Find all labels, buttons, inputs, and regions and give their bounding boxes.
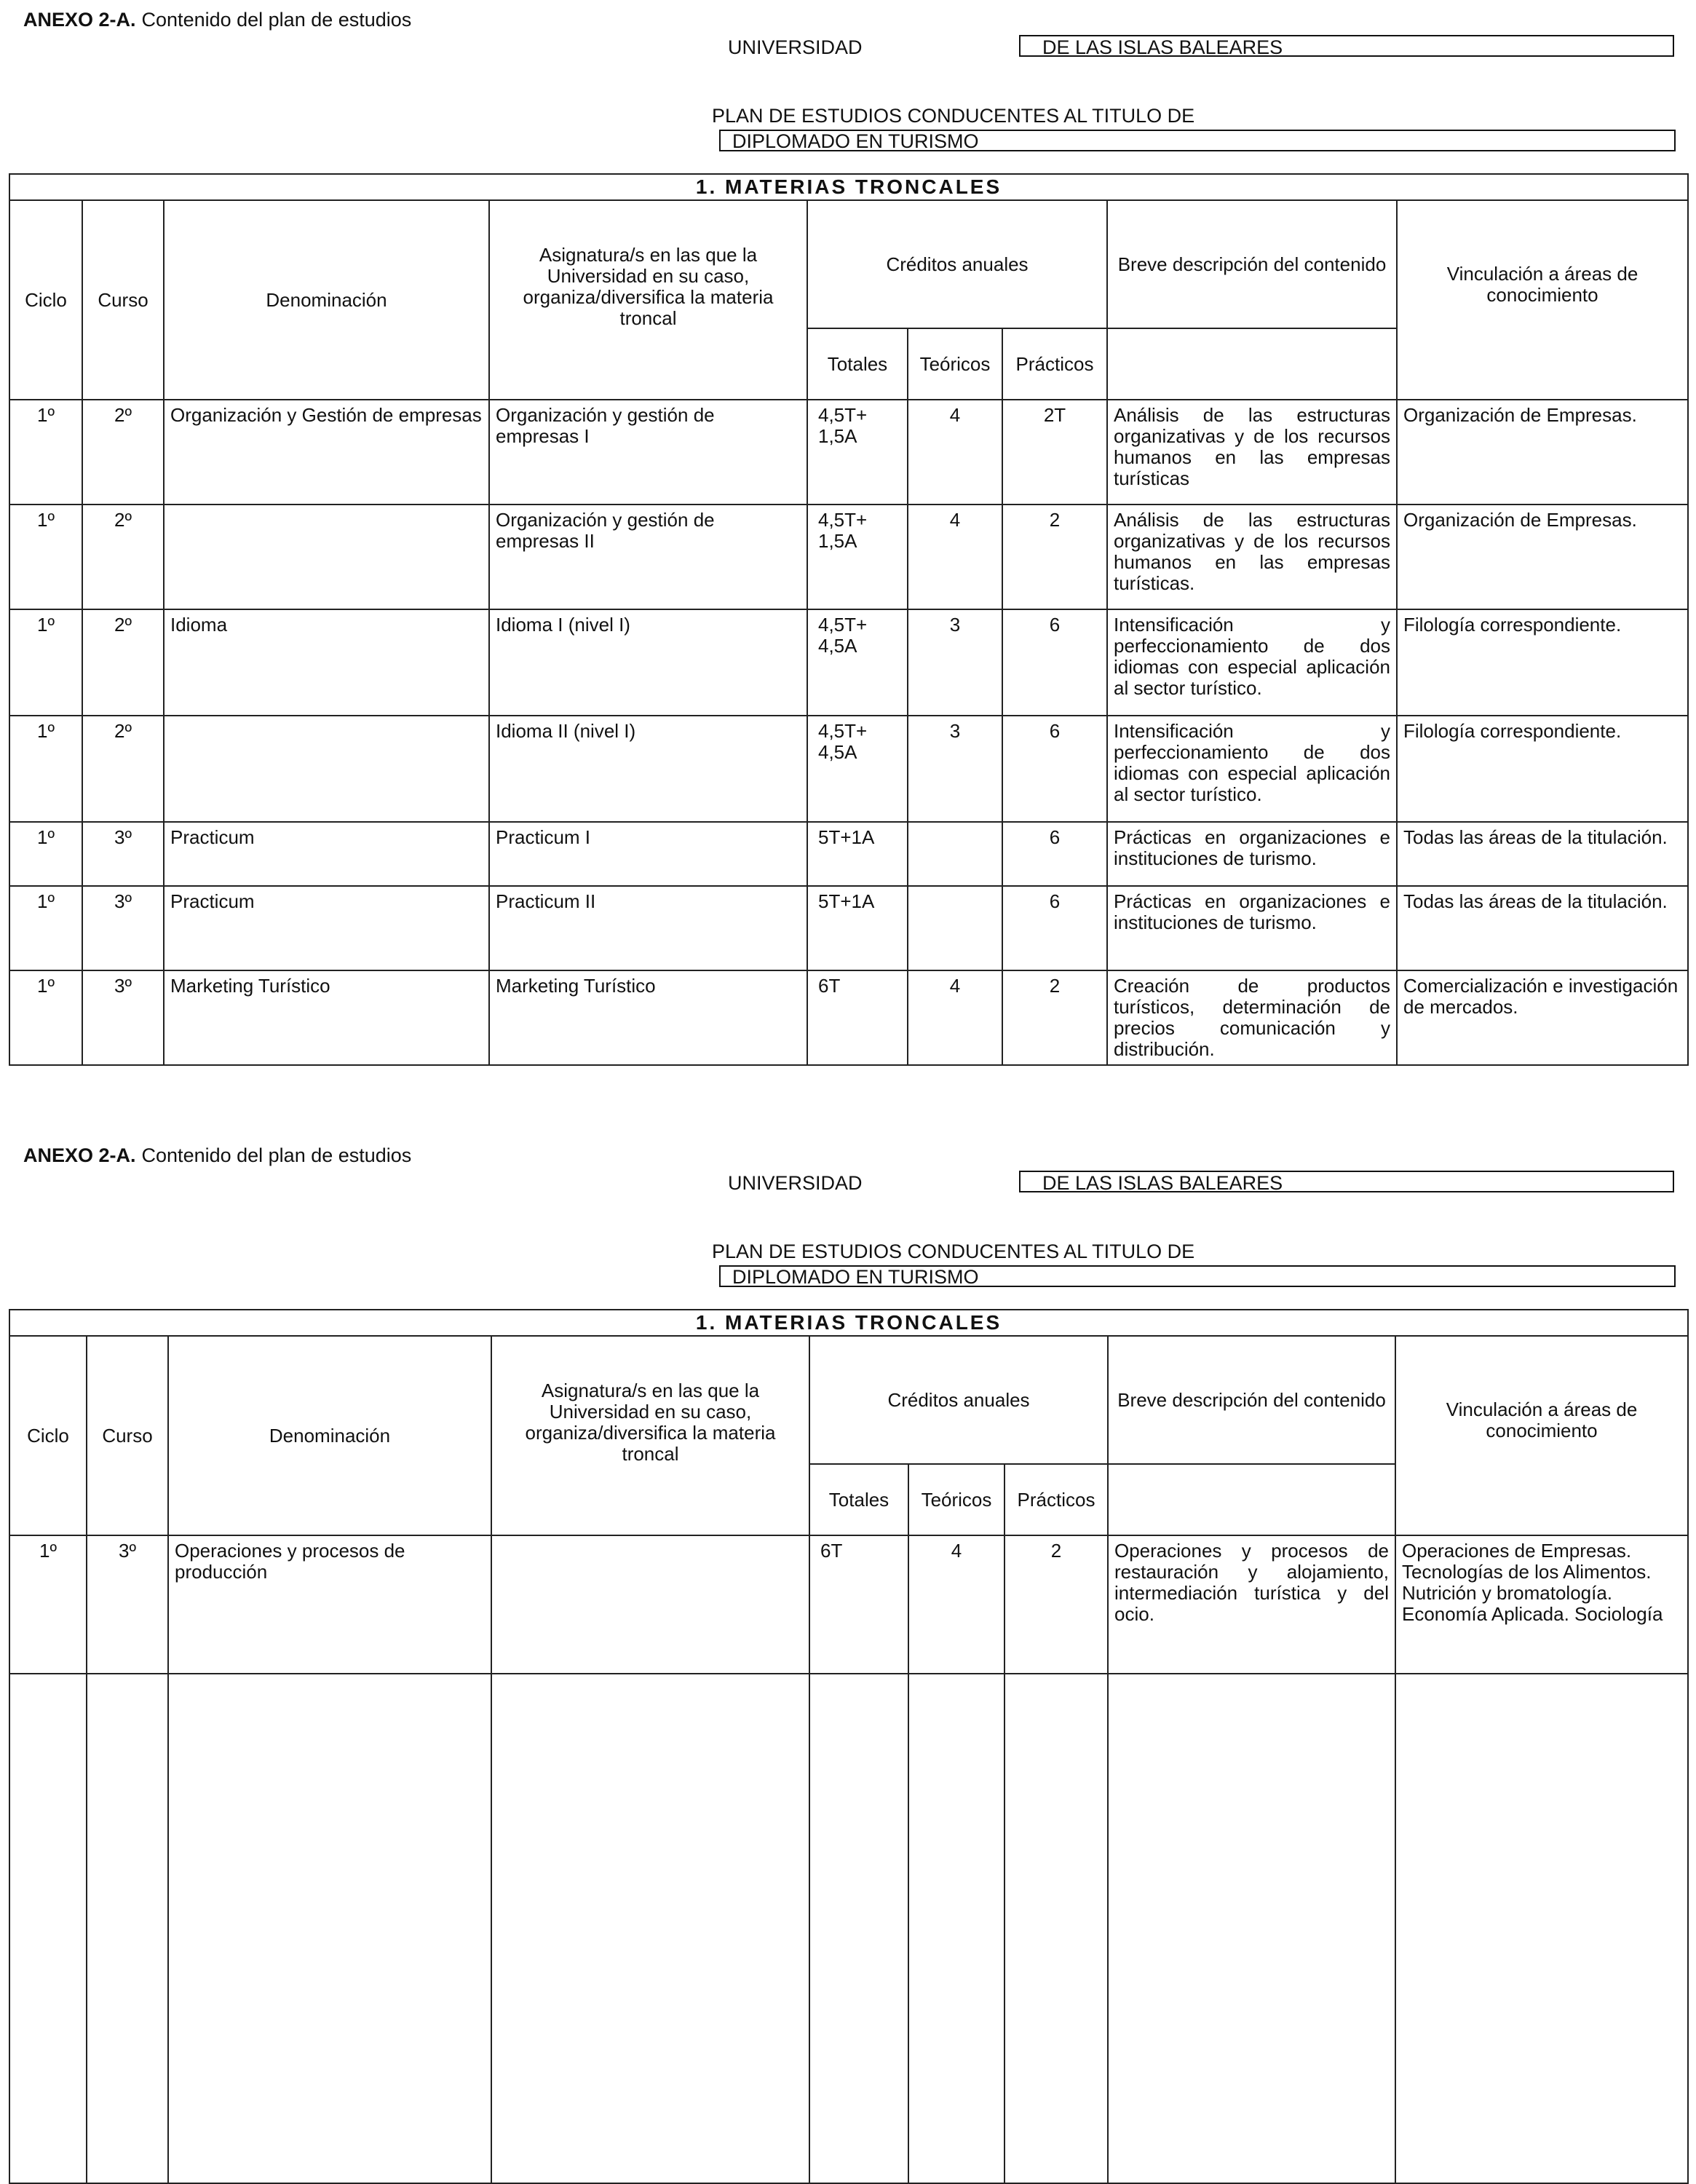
cell-practicos: 2 [1004, 1535, 1108, 1674]
cell-ciclo: 1º [9, 822, 82, 886]
col-practicos: Prácticos [1002, 328, 1107, 400]
cell-vinculacion: Todas las áreas de la titulación. [1397, 822, 1688, 886]
cell-vinculacion: Operaciones de Empresas. Tecnologías de los Alimentos. Nutrición y bromatología. Economía Aplicada. Sociología [1395, 1535, 1688, 1674]
cell-curso: 3º [82, 822, 164, 886]
cell-denominacion: Idioma [164, 609, 489, 716]
col-teoricos: Teóricos [908, 1464, 1004, 1535]
col-descripcion: Breve descripción del contenido [1107, 200, 1397, 328]
cell-practicos: 6 [1002, 886, 1107, 970]
cell-descripcion: Intensificación y perfeccionamiento de dos idiomas con especial aplicación al sector turístico. [1107, 716, 1397, 822]
cell-ciclo: 1º [9, 886, 82, 970]
anexo-heading: ANEXO 2-A. Contenido del plan de estudios [23, 1144, 412, 1166]
col-teoricos: Teóricos [908, 328, 1002, 400]
cell-asignatura: Organización y gestión de empresas II [489, 505, 807, 609]
cell-totales: 5T+1A [807, 886, 908, 970]
cell-vinculacion: Organización de Empresas. [1397, 400, 1688, 505]
plan-value: DIPLOMADO EN TURISMO [719, 1265, 1676, 1287]
cell-totales: 4,5T+ 1,5A [807, 505, 908, 609]
cell-asignatura: Practicum II [489, 886, 807, 970]
cell-vinculacion: Filología correspondiente. [1397, 716, 1688, 822]
col-creditos: Créditos anuales [809, 1336, 1108, 1464]
cell-teoricos: 3 [908, 609, 1002, 716]
cell-teoricos [908, 822, 1002, 886]
cell-descripcion: Análisis de las estructuras organizativas y de los recursos humanos en las empresas turísticas. [1107, 505, 1397, 609]
cell-ciclo: 1º [9, 970, 82, 1065]
cell-descripcion: Prácticas en organizaciones e instituciones de turismo. [1107, 886, 1397, 970]
cell-denominacion: Operaciones y procesos de producción [168, 1535, 491, 1674]
empty-row [9, 1674, 1688, 2183]
cell-practicos: 6 [1002, 609, 1107, 716]
cell-ciclo: 1º [9, 716, 82, 822]
col-ciclo: Ciclo [9, 1336, 87, 1535]
cell-vinculacion: Filología correspondiente. [1397, 609, 1688, 716]
cell-ciclo: 1º [9, 609, 82, 716]
cell-curso: 2º [82, 400, 164, 505]
cell-curso: 3º [82, 970, 164, 1065]
cell-denominacion: Organización y Gestión de empresas [164, 400, 489, 505]
col-totales: Totales [809, 1464, 908, 1535]
cell-teoricos: 4 [908, 970, 1002, 1065]
col-descripcion-sub [1108, 1464, 1395, 1535]
cell-curso: 2º [82, 609, 164, 716]
cell-asignatura: Organización y gestión de empresas I [489, 400, 807, 505]
cell-asignatura: Marketing Turístico [489, 970, 807, 1065]
cell-ciclo: 1º [9, 505, 82, 609]
table-row [9, 970, 1688, 1065]
cell-totales: 6T [809, 1535, 908, 1674]
cell-totales: 4,5T+ 1,5A [807, 400, 908, 505]
cell-asignatura: Idioma I (nivel I) [489, 609, 807, 716]
cell-teoricos: 3 [908, 716, 1002, 822]
cell-teoricos: 4 [908, 400, 1002, 505]
cell-denominacion [164, 716, 489, 822]
plan-value: DIPLOMADO EN TURISMO [719, 130, 1676, 151]
table-row [9, 716, 1688, 822]
col-asignatura: Asignatura/s en las que la Universidad en su caso, organiza/diversifica la materia troncal [491, 1336, 809, 1535]
cell-curso: 2º [82, 716, 164, 822]
col-totales: Totales [807, 328, 908, 400]
universidad-value: DE LAS ISLAS BALEARES [1019, 1171, 1674, 1192]
col-ciclo: Ciclo [9, 200, 82, 400]
cell-curso: 3º [87, 1535, 168, 1674]
col-denominacion: Denominación [168, 1336, 491, 1535]
cell-asignatura: Idioma II (nivel I) [489, 716, 807, 822]
cell-teoricos [908, 886, 1002, 970]
cell-descripcion: Intensificación y perfeccionamiento de dos idiomas con especial aplicación al sector turístico. [1107, 609, 1397, 716]
col-asignatura: Asignatura/s en las que la Universidad en su caso, organiza/diversifica la materia troncal [489, 200, 807, 400]
cell-totales: 5T+1A [807, 822, 908, 886]
cell-ciclo: 1º [9, 400, 82, 505]
cell-curso: 3º [82, 886, 164, 970]
universidad-label: UNIVERSIDAD [728, 1172, 863, 1194]
table-row [9, 822, 1688, 886]
table-row [9, 1535, 1688, 1674]
cell-practicos: 2T [1002, 400, 1107, 505]
cell-asignatura [491, 1535, 809, 1674]
section-title: 1. MATERIAS TRONCALES [9, 174, 1688, 200]
cell-descripcion: Prácticas en organizaciones e instituciones de turismo. [1107, 822, 1397, 886]
cell-practicos: 2 [1002, 970, 1107, 1065]
cell-descripcion: Análisis de las estructuras organizativas y de los recursos humanos en las empresas turísticas [1107, 400, 1397, 505]
col-descripcion: Breve descripción del contenido [1108, 1336, 1395, 1464]
cell-teoricos: 4 [908, 1535, 1004, 1674]
cell-descripcion: Creación de productos turísticos, determinación de precios comunicación y distribución. [1107, 970, 1397, 1065]
plan-label: PLAN DE ESTUDIOS CONDUCENTES AL TITULO DE [712, 105, 1195, 127]
cell-denominacion: Marketing Turístico [164, 970, 489, 1065]
cell-totales: 4,5T+ 4,5A [807, 609, 908, 716]
col-creditos: Créditos anuales [807, 200, 1107, 328]
col-curso: Curso [87, 1336, 168, 1535]
cell-denominacion: Practicum [164, 822, 489, 886]
universidad-value: DE LAS ISLAS BALEARES [1019, 35, 1674, 57]
cell-denominacion: Practicum [164, 886, 489, 970]
cell-totales: 6T [807, 970, 908, 1065]
table-row [9, 609, 1688, 716]
plan-label: PLAN DE ESTUDIOS CONDUCENTES AL TITULO DE [712, 1241, 1195, 1262]
col-practicos: Prácticos [1004, 1464, 1108, 1535]
cell-vinculacion: Organización de Empresas. [1397, 505, 1688, 609]
section-title: 1. MATERIAS TRONCALES [9, 1310, 1688, 1336]
anexo-heading: ANEXO 2-A. Contenido del plan de estudios [23, 9, 412, 31]
col-vinculacion: Vinculación a áreas de conocimiento [1395, 1336, 1688, 1535]
table-row [9, 505, 1688, 609]
cell-asignatura: Practicum I [489, 822, 807, 886]
universidad-label: UNIVERSIDAD [728, 36, 863, 58]
table-row [9, 886, 1688, 970]
cell-denominacion [164, 505, 489, 609]
col-denominacion: Denominación [164, 200, 489, 400]
col-descripcion-sub [1107, 328, 1397, 400]
cell-practicos: 2 [1002, 505, 1107, 609]
table-row [9, 400, 1688, 505]
cell-teoricos: 4 [908, 505, 1002, 609]
cell-descripcion: Operaciones y procesos de restauración y alojamiento, intermediación turística y del ocio. [1108, 1535, 1395, 1674]
cell-ciclo: 1º [9, 1535, 87, 1674]
cell-practicos: 6 [1002, 716, 1107, 822]
cell-practicos: 6 [1002, 822, 1107, 886]
cell-totales: 4,5T+ 4,5A [807, 716, 908, 822]
col-curso: Curso [82, 200, 164, 400]
materias-table [9, 173, 1689, 1066]
cell-vinculacion: Comercialización e investigación de mercados. [1397, 970, 1688, 1065]
cell-vinculacion: Todas las áreas de la titulación. [1397, 886, 1688, 970]
cell-curso: 2º [82, 505, 164, 609]
materias-table [9, 1309, 1689, 2184]
col-vinculacion: Vinculación a áreas de conocimiento [1397, 200, 1688, 400]
